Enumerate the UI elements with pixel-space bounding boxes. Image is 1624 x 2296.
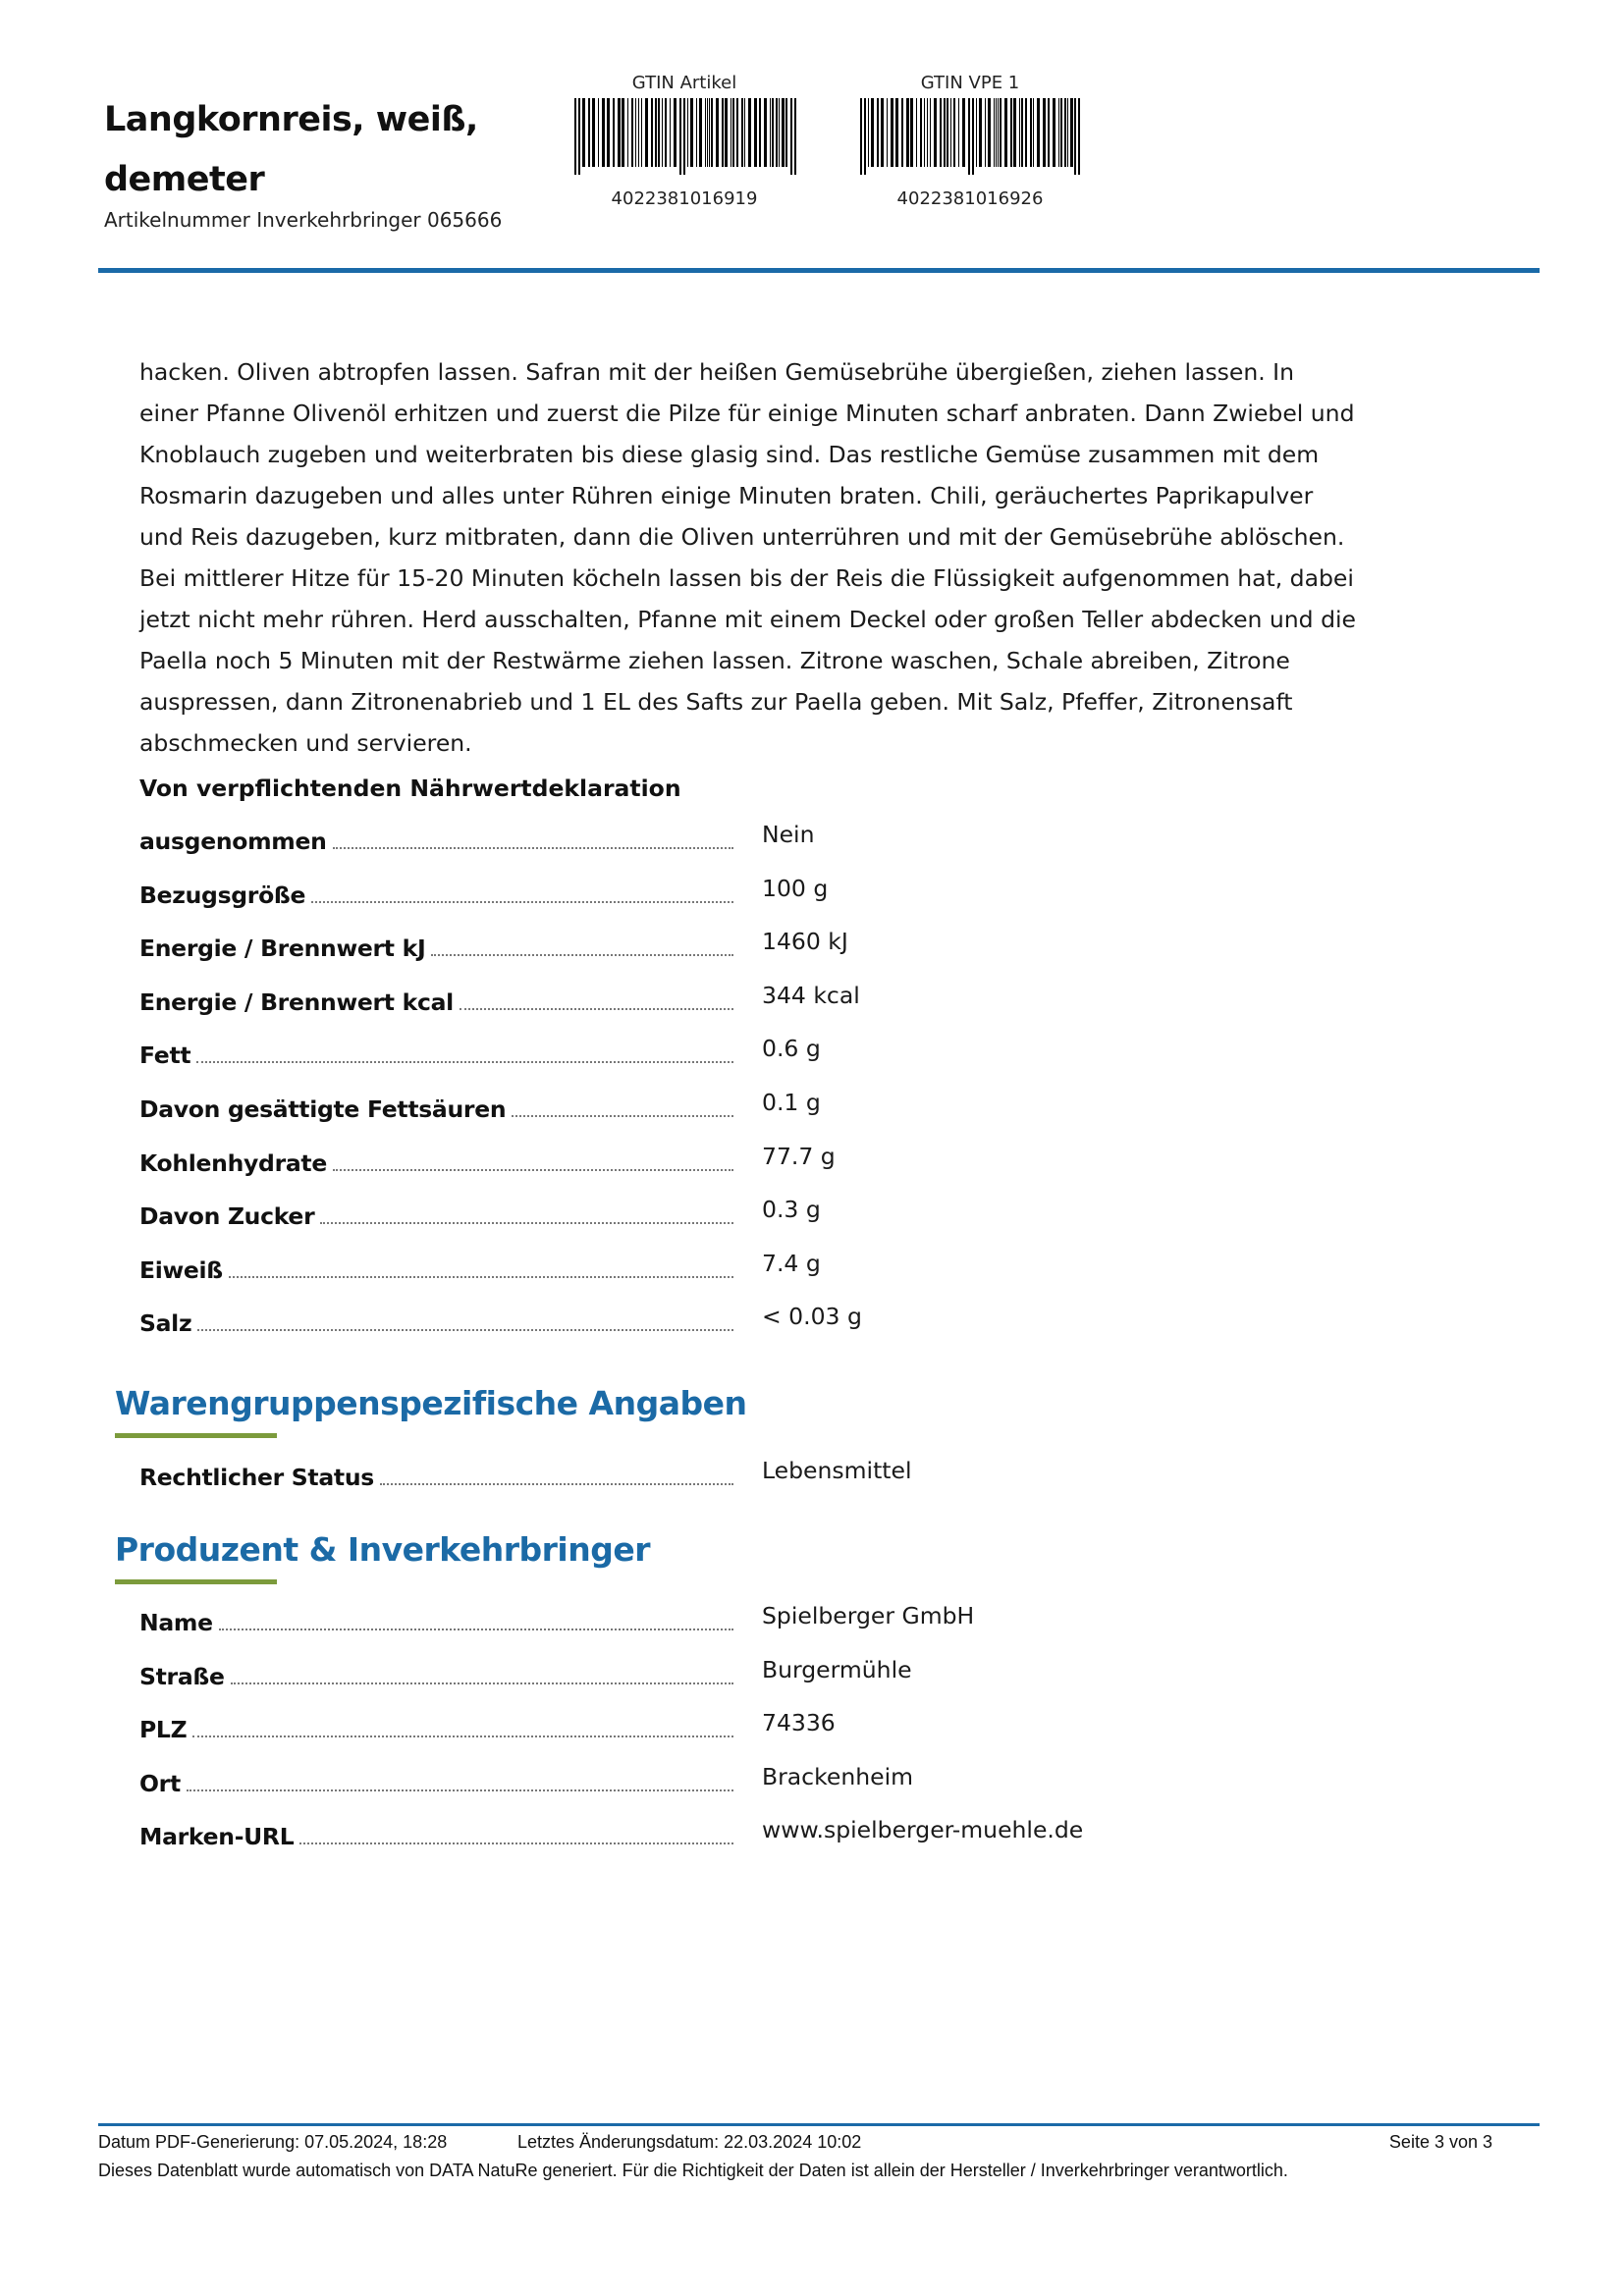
page-number: Seite 3 von 3 [1388, 2132, 1492, 2152]
row-value: Burgermühle [762, 1655, 912, 1683]
row-label: Energie / Brennwert kcal [139, 988, 454, 1016]
dot-leader [320, 1221, 733, 1224]
table-row [139, 1652, 1121, 1691]
last-change-date: Letztes Änderungsdatum: 22.03.2024 10:02 [517, 2132, 862, 2152]
table-row [139, 1246, 1121, 1285]
row-label: Rechtlicher Status [139, 1464, 374, 1491]
gtin-vpe-number: 4022381016926 [896, 188, 1044, 209]
row-label: Kohlenhydrate [139, 1148, 327, 1177]
row-value: Lebensmittel [762, 1457, 912, 1484]
table-row [139, 978, 1121, 1017]
dot-leader [311, 900, 733, 903]
table-row [139, 1453, 1121, 1492]
dot-leader [192, 1735, 733, 1737]
row-label: Fett [139, 1041, 191, 1070]
row-label: Salz [139, 1309, 192, 1338]
table-row [139, 1192, 1121, 1231]
row-value: 77.7 g [762, 1142, 836, 1170]
row-label: Straße [139, 1662, 225, 1690]
row-label-wrap [139, 871, 733, 910]
row-label-wrap [139, 1812, 733, 1851]
barcode-icon [856, 98, 1084, 175]
table-row [139, 1085, 1121, 1124]
gtin-vpe-label: GTIN VPE 1 [920, 73, 1020, 93]
row-label: Davon gesättigte Fettsäuren [139, 1095, 507, 1123]
gtin-article-block [567, 73, 802, 209]
row-label-wrap [139, 1598, 733, 1637]
recipe-paragraph: hacken. Oliven abtropfen lassen. Safran mit der heißen Gemüsebrühe übergießen, ziehen lassen. In einer Pfanne Olivenöl erhitzen und zuerst die Pilze für einige Minuten scharf anbraten. Dann Zwiebel und Knoblauch zugeben und weiterbraten bis diese glasig sind. Das restliche Gemüse zusammen mit dem Rosmarin dazugeben und alles unter Rühren einige Minuten braten. Chili, geräuchertes Paprikapulver und Reis dazugeben, kurz mitbraten, dann die Oliven unterrühren und mit der Gemüsebrühe ablöschen. Bei mittlerer Hitze für 15-20 Minuten köcheln lassen bis der Reis die Flüssigkeit aufgenommen hat, dabei jetzt nicht mehr rühren. Herd ausschalten, Pfanne mit einem Deckel oder großen Teller abdecken und die Paella noch 5 Minuten mit der Restwärme ziehen lassen. Zitrone waschen, Schale abreiben, Zitrone auspressen, dann Zitronenabrieb und 1 EL des Safts zur Paella geben. Mit Salz, Pfeffer, Zitronensaft abschmecken und servieren. [139, 358, 1356, 757]
dot-leader [299, 1842, 733, 1844]
gtin-article-label: GTIN Artikel [631, 73, 737, 93]
table-row [139, 1705, 1121, 1744]
row-value: < 0.03 g [762, 1303, 862, 1331]
row-label: Name [139, 1609, 213, 1636]
pdf-generation-date: Datum PDF-Generierung: 07.05.2024, 18:28 [98, 2132, 448, 2152]
row-value: 0.6 g [762, 1035, 821, 1063]
row-label: ausgenommen [139, 828, 327, 855]
dot-leader [229, 1275, 733, 1278]
row-value: www.spielberger-muehle.de [762, 1816, 1084, 1844]
footer-divider [98, 2123, 1540, 2126]
row-label-wrap [139, 1759, 733, 1798]
row-label: Eiweiß [139, 1255, 223, 1284]
dot-leader [460, 1007, 733, 1010]
barcode-icon [570, 98, 798, 175]
row-label: Energie / Brennwert kJ [139, 934, 426, 963]
dot-leader [431, 953, 733, 956]
row-label-wrap [139, 1246, 733, 1285]
row-value: Spielberger GmbH [762, 1602, 975, 1629]
row-label: Ort [139, 1769, 181, 1797]
dot-leader [231, 1682, 733, 1684]
gtin-vpe-block [852, 73, 1088, 209]
table-row [139, 1031, 1121, 1070]
row-value: Brackenheim [762, 1762, 914, 1790]
section-underline [115, 1579, 277, 1584]
article-number: Artikelnummer Inverkehrbringer 065666 [104, 208, 503, 232]
datasheet-header [0, 0, 1624, 280]
row-label: PLZ [139, 1716, 188, 1744]
dot-leader [380, 1482, 733, 1485]
table-row [139, 1598, 1121, 1637]
product-title: Langkornreis, weiß, demeter [104, 100, 478, 199]
row-label-wrap [139, 1085, 733, 1124]
row-value: 0.3 g [762, 1196, 821, 1224]
header-divider [98, 268, 1540, 273]
section-underline [115, 1433, 277, 1438]
dot-leader [333, 1168, 733, 1171]
table-row [139, 1139, 1121, 1178]
table-row [139, 1759, 1121, 1798]
table-row [139, 871, 1121, 910]
row-label-wrap [139, 1652, 733, 1691]
row-label: Bezugsgröße [139, 881, 306, 909]
row-value: 1460 kJ [762, 928, 848, 956]
dot-leader [219, 1628, 733, 1630]
row-label-wrap [139, 1139, 733, 1178]
row-label-wrap [139, 1192, 733, 1231]
row-value: 7.4 g [762, 1249, 821, 1277]
row-label-wrap [139, 1705, 733, 1744]
nutrition-heading: Von verpflichtenden Nährwertdeklaration [139, 774, 681, 802]
table-row [139, 924, 1121, 963]
table-row [139, 817, 1121, 856]
section-title-produzent: Produzent & Inverkehrbringer [115, 1530, 650, 1569]
dot-leader [187, 1789, 733, 1791]
row-label: Davon Zucker [139, 1202, 315, 1231]
row-label-wrap [139, 924, 733, 963]
dot-leader [197, 1328, 733, 1331]
section-title-warengruppe: Warengruppenspezifische Angaben [115, 1384, 747, 1422]
row-label: Marken-URL [139, 1823, 295, 1851]
row-value: 344 kcal [762, 981, 860, 1009]
table-row [139, 1299, 1121, 1338]
footer-disclaimer: Dieses Datenblatt wurde automatisch von DATA NatuRe generiert. Für die Richtigkeit der Daten ist allein der Hersteller / Inverkehrbringer verantwortlich. [98, 2161, 1288, 2180]
gtin-article-number: 4022381016919 [611, 188, 758, 209]
row-label-wrap [139, 978, 733, 1017]
row-label-wrap [139, 1031, 733, 1070]
row-value: Nein [762, 821, 815, 848]
dot-leader [196, 1060, 733, 1063]
dot-leader [512, 1114, 733, 1117]
row-value: 74336 [762, 1709, 836, 1737]
table-row [139, 1812, 1121, 1851]
row-value: 0.1 g [762, 1089, 821, 1116]
row-value: 100 g [762, 874, 829, 902]
row-label-wrap [139, 1299, 733, 1338]
dot-leader [333, 846, 733, 849]
row-label-wrap [139, 817, 733, 856]
row-label-wrap [139, 1453, 733, 1492]
